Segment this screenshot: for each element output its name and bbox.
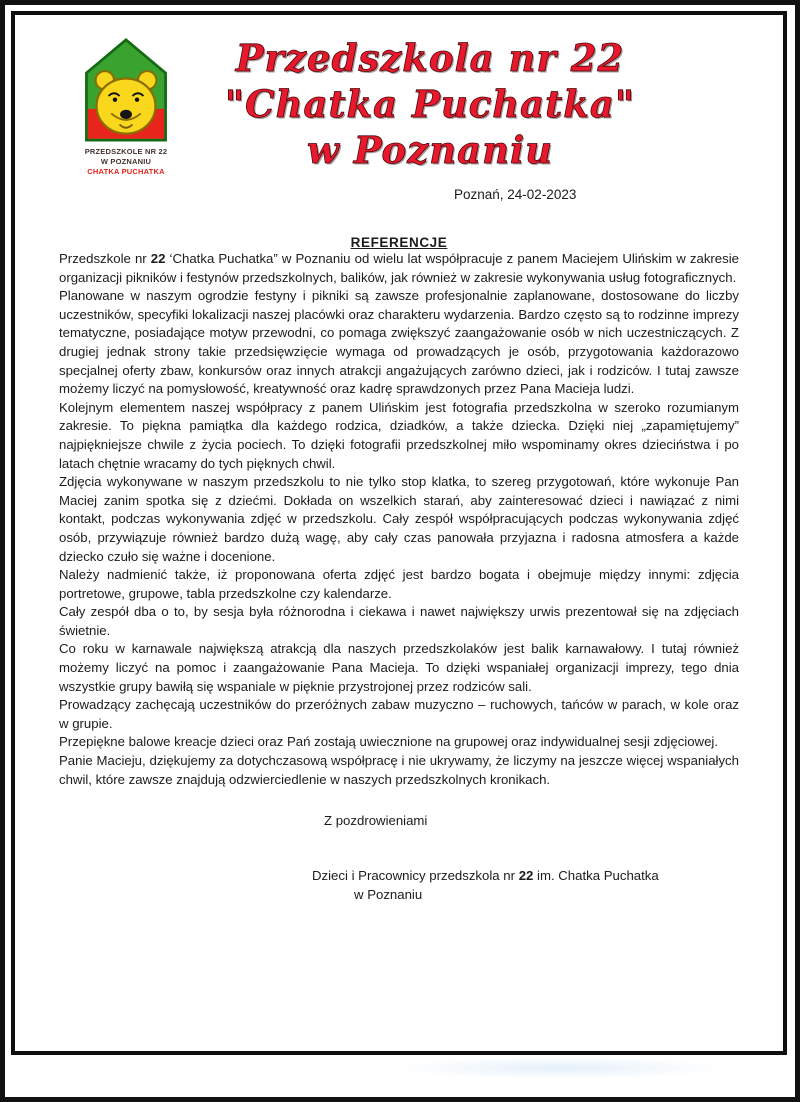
paragraph-intro bbox=[59, 250, 739, 287]
paragraph-photo-team: Cały zespół dba o to, by sesja była różnorodna i ciekawa i nawet największy urwis prezentował się na zdjęciach świetnie. bbox=[59, 604, 739, 638]
kindergarten-logo bbox=[61, 35, 191, 177]
signature-line1-prefix: Dzieci i Pracownicy przedszkola nr bbox=[312, 868, 519, 884]
paragraph-photo-sessions: Zdjęcia wykonywane w naszym przedszkolu to nie tylko stop klatka, to szereg przygotowań, które wykonuje Pan Maciej zanim spotka się z dziećmi. Dokłada on wszelkich starań, aby zainteresować dzieci i nawiązać z nimi kontakt, podczas wykonywania zdjęć w przedszkolu. Cały zespół współpracujących podczas wykonywania zdjęć osób, przywiązuje również bardzo dużą wagę, aby cały czas panowała przyjazna i radosna atmosfera a każde dziecko czuło się ważne i docenione. bbox=[59, 474, 739, 564]
paragraph-photo-offer: Należy nadmienić także, iż proponowana oferta zdjęć jest bardzo bogata i obejmuje między innymi: zdjęcia portretowe, grupowe, tabla przedszkolne czy kalendarze. bbox=[59, 567, 739, 601]
page-border-frame bbox=[11, 11, 787, 1055]
paragraph-carnival-games: Prowadzący zachęcają uczestników do przeróżnych zabaw muzyczno – ruchowych, tańców w parach, w kole oraz w grupie. bbox=[59, 697, 739, 731]
signature-line2: w Poznaniu bbox=[354, 887, 423, 903]
letterhead-title bbox=[191, 35, 739, 173]
logo-caption-line2: W POZNANIU bbox=[100, 157, 152, 166]
paragraph-photography: Kolejnym elementem naszej współpracy z panem Ulińskim jest fotografia przedszkolna w szeroko rozumianym zakresie. To piękna pamiątka dla każdego rodzica, dziadków, a także dziecka. Dzięki niej „zapamiętujemy” najpiękniejsze chwile z życia pociech. To dzięki fotografii przedszkolnej miło wspominamy okres dzieciństwa i po latach chętnie wracamy do tych pięknych chwil. bbox=[59, 399, 739, 471]
logo-caption bbox=[61, 147, 191, 177]
paragraph-intro-prefix: Przedszkole nr bbox=[59, 251, 151, 266]
title-line2: "Chatka Puchatka" bbox=[224, 82, 636, 126]
paragraph-carnival-photos: Przepiękne balowe kreacje dzieci oraz Pań zostają uwiecznione na grupowej oraz indywidualnej sesji zdjęciowej. bbox=[59, 734, 719, 750]
date-line: Poznań, 24-02-2023 bbox=[454, 187, 577, 202]
paragraph-carnival: Co roku w karnawale największą atrakcją dla naszych przedszkolaków jest balik karnawałowy. I tutaj również możemy liczyć na pomoc i zaangażowanie Pana Macieja. To dzięki wspaniałej organizacji imprezy, tego dnia wszystkie grupy bawiłą się wspaniale w pięknie przystrojonej przez rodziców sali. bbox=[59, 641, 739, 694]
title-line3: w Poznaniu bbox=[307, 128, 553, 172]
paragraph-thanks: Panie Macieju, dziękujemy za dotychczasową współpracę i nie ukrywamy, że liczymy na jeszcze więcej wspaniałych chwil, które zawsze znajdują odzwierciedlenie w naszych przedszkolnych kronikach. bbox=[59, 753, 739, 787]
signature-line1 bbox=[312, 866, 739, 885]
signature-line1-number: 22 bbox=[518, 868, 534, 884]
paragraph-intro-suffix: ‘Chatka Puchatka” w Poznaniu od wielu lat współpracuje z panem Maciejem Ulińskim w zakresie organizacji pikników i festynów przedszkolnych, balików, jak również w zakresie wykonywania usług fotograficznych. bbox=[59, 251, 739, 285]
scan-artifact bbox=[395, 1057, 725, 1079]
title-line1: Przedszkola nr 22 bbox=[235, 36, 625, 80]
signature-block bbox=[59, 866, 739, 904]
signature-line1-suffix: im. Chatka Puchatka bbox=[533, 868, 659, 884]
paragraph-intro-number: 22 bbox=[150, 251, 166, 266]
closing-line: Z pozdrowieniami bbox=[324, 813, 428, 829]
letter-content bbox=[15, 15, 783, 1051]
paragraph-festivals: Planowane w naszym ogrodzie festyny i pikniki są zawsze profesjonalnie zaplanowane, dostosowane do liczby uczestników, specyfiki lokalizacji naszej placówki oraz charakteru wydarzenia. Bardzo często są to rodzinne imprezy tematyczne, posiadające motyw przewodni, co pomaga zwiększyć zaangażowanie osób w nich uczestniczących. Z drugiej jednak strony takie przedsięwzięcie wymaga od prowadzących je osób, przygotowania każdorazowo specjalnej oferty zbaw, konkursów oraz innych atrakcji angażujących zarówno dzieci, jak i rodziców. I tutaj zawsze możemy liczyć na pomysłowość, kreatywność oraz kadrę sprawdzonych przez Pana Macieja ludzi. bbox=[59, 288, 739, 397]
letter-heading: REFERENCJE bbox=[350, 235, 448, 250]
logo-caption-line1: PRZEDSZKOLE NR 22 bbox=[84, 147, 168, 156]
logo-caption-line3: CHATKA PUCHATKA bbox=[87, 167, 165, 176]
bear-house-icon bbox=[80, 37, 172, 143]
letterhead bbox=[59, 35, 739, 177]
